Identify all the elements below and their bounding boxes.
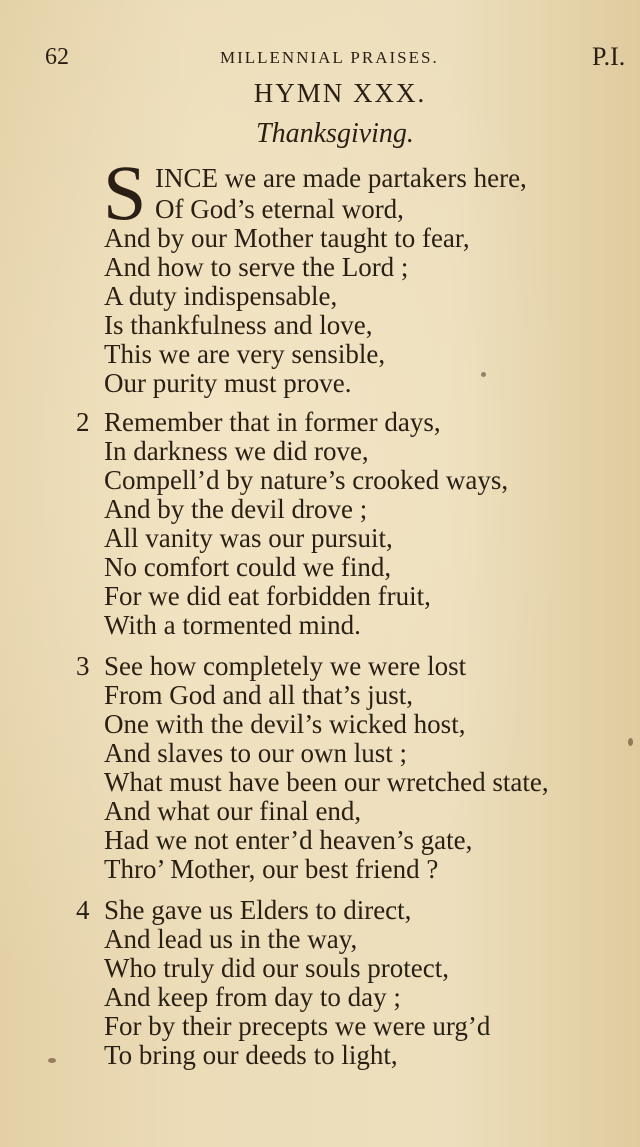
- verse-4-line-1: She gave us Elders to direct,: [104, 895, 412, 925]
- verse-2-line-6: No comfort could we find,: [104, 552, 392, 582]
- paper-speck: [628, 738, 633, 746]
- page-number: 62: [45, 44, 69, 70]
- verse-1-line-3: And by our Mother taught to fear,: [104, 223, 470, 253]
- verse-1-line-6: Is thankfulness and love,: [104, 310, 373, 340]
- verse-1-line-2: Of God’s eternal word,: [155, 194, 404, 224]
- verse-2-line-2: In darkness we did rove,: [104, 436, 369, 466]
- verse-4-line-6: To bring our deeds to light,: [104, 1040, 398, 1070]
- verse-3-line-3: One with the devil’s wicked host,: [104, 709, 466, 739]
- paper-speck: [481, 372, 486, 377]
- verse-4-line-2: And lead us in the way,: [104, 924, 358, 954]
- verse-4-line-3: Who truly did our souls protect,: [104, 953, 449, 983]
- verse-number: 2: [76, 407, 90, 437]
- verse-2-line-4: And by the devil drove ;: [104, 494, 368, 524]
- verse-3-line-8: Thro’ Mother, our best friend ?: [104, 854, 439, 884]
- verse-4-line-5: For by their precepts we were urg’d: [104, 1011, 491, 1041]
- verse-1-line-4: And how to serve the Lord ;: [104, 252, 409, 282]
- verse-3-line-6: And what our final end,: [104, 796, 362, 826]
- verse-3-line-1: See how completely we were lost: [104, 651, 467, 681]
- verse-2-line-1: Remember that in former days,: [104, 407, 441, 437]
- hymn-title: HYMN XXX.: [253, 78, 427, 108]
- verse-3-line-2: From God and all that’s just,: [104, 680, 413, 710]
- drop-cap: S: [103, 149, 147, 236]
- verse-2-line-5: All vanity was our pursuit,: [104, 523, 393, 553]
- verse-3-line-7: Had we not enter’d heaven’s gate,: [104, 825, 473, 855]
- verse-3-line-4: And slaves to our own lust ;: [104, 738, 407, 768]
- verse-4-line-4: And keep from day to day ;: [104, 982, 401, 1012]
- page-header: [45, 40, 640, 80]
- verse-number: 4: [76, 895, 90, 925]
- hymn-subtitle: Thanksgiving.: [256, 118, 414, 149]
- part-mark: P.I.: [592, 42, 626, 71]
- verse-2-line-3: Compell’d by nature’s crooked ways,: [104, 465, 509, 495]
- verse-number: 3: [76, 651, 90, 681]
- running-title: MILLENNIAL PRAISES.: [220, 48, 439, 67]
- verse-3-line-5: What must have been our wretched state,: [104, 767, 549, 797]
- first-line: INCE we are made partakers here,: [155, 163, 527, 193]
- verse-2-line-7: For we did eat forbidden fruit,: [104, 581, 431, 611]
- verse-1-line-7: This we are very sensible,: [104, 339, 386, 369]
- verse-2-line-8: With a tormented mind.: [104, 610, 361, 640]
- verse-1-line-8: Our purity must prove.: [104, 368, 352, 398]
- verse-1-line-5: A duty indispensable,: [104, 281, 338, 311]
- paper-speck: [48, 1058, 56, 1063]
